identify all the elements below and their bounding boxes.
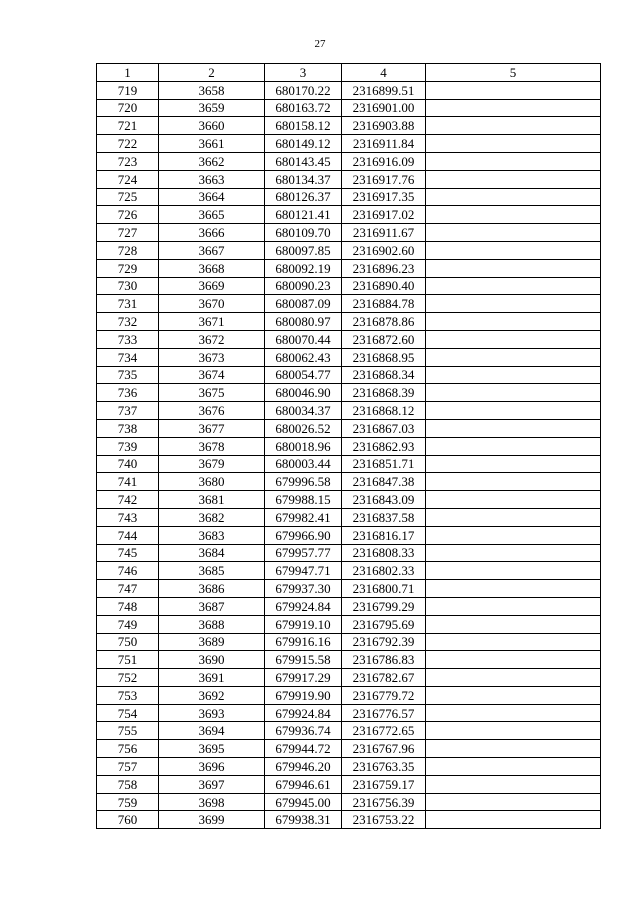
table-cell-col-4: 2316753.22: [342, 811, 426, 829]
table-cell-col-5: [426, 330, 601, 348]
table-cell-col-2: 3663: [159, 170, 265, 188]
table-cell-col-2: 3698: [159, 793, 265, 811]
table-cell-col-2: 3658: [159, 81, 265, 99]
table-row: [97, 669, 601, 687]
table-cell-col-3: 680134.37: [265, 170, 342, 188]
table-cell-col-1: 744: [97, 526, 159, 544]
table-cell-col-2: 3691: [159, 669, 265, 687]
table-cell-col-1: 743: [97, 508, 159, 526]
table-cell-col-4: 2316917.76: [342, 170, 426, 188]
table-cell-col-4: 2316756.39: [342, 793, 426, 811]
table-cell-col-5: [426, 241, 601, 259]
table-row: [97, 259, 601, 277]
table-cell-col-2: 3671: [159, 313, 265, 331]
table-cell-col-2: 3670: [159, 295, 265, 313]
table-cell-col-3: 679915.58: [265, 651, 342, 669]
table-cell-col-5: [426, 259, 601, 277]
table-cell-col-2: 3683: [159, 526, 265, 544]
coordinates-table: [96, 63, 601, 829]
table-cell-col-5: [426, 473, 601, 491]
table-cell-col-1: 736: [97, 384, 159, 402]
table-row: [97, 651, 601, 669]
table-cell-col-3: 679919.10: [265, 615, 342, 633]
table-cell-col-1: 724: [97, 170, 159, 188]
table-cell-col-4: 2316896.23: [342, 259, 426, 277]
table-cell-col-3: 680054.77: [265, 366, 342, 384]
table-cell-col-1: 740: [97, 455, 159, 473]
table-row: [97, 526, 601, 544]
table-cell-col-4: 2316779.72: [342, 686, 426, 704]
table-cell-col-5: [426, 206, 601, 224]
table-cell-col-2: 3689: [159, 633, 265, 651]
table-cell-col-5: [426, 348, 601, 366]
table-cell-col-4: 2316837.58: [342, 508, 426, 526]
table-cell-col-4: 2316916.09: [342, 152, 426, 170]
table-cell-col-5: [426, 117, 601, 135]
table-cell-col-1: 759: [97, 793, 159, 811]
table-cell-col-4: 2316843.09: [342, 491, 426, 509]
column-header-5: 5: [426, 64, 601, 82]
table-cell-col-5: [426, 170, 601, 188]
table-cell-col-5: [426, 295, 601, 313]
table-cell-col-2: 3675: [159, 384, 265, 402]
table-cell-col-4: 2316800.71: [342, 580, 426, 598]
table-row: [97, 348, 601, 366]
table-cell-col-1: 719: [97, 81, 159, 99]
table-cell-col-2: 3678: [159, 437, 265, 455]
table-cell-col-5: [426, 562, 601, 580]
table-cell-col-5: [426, 224, 601, 242]
column-header-4: 4: [342, 64, 426, 82]
table-cell-col-2: 3668: [159, 259, 265, 277]
table-cell-col-2: 3661: [159, 135, 265, 153]
table-cell-col-1: 745: [97, 544, 159, 562]
table-row: [97, 615, 601, 633]
column-header-1: 1: [97, 64, 159, 82]
table-cell-col-3: 680126.37: [265, 188, 342, 206]
table-cell-col-2: 3674: [159, 366, 265, 384]
table-row: [97, 740, 601, 758]
table-row: [97, 99, 601, 117]
table-cell-col-5: [426, 81, 601, 99]
table-row: [97, 241, 601, 259]
table-cell-col-4: 2316902.60: [342, 241, 426, 259]
table-cell-col-5: [426, 793, 601, 811]
table-row: [97, 686, 601, 704]
table-cell-col-4: 2316759.17: [342, 775, 426, 793]
table-cell-col-5: [426, 313, 601, 331]
table-cell-col-2: 3687: [159, 597, 265, 615]
table-cell-col-3: 680034.37: [265, 402, 342, 420]
table-row: [97, 277, 601, 295]
table-cell-col-4: 2316772.65: [342, 722, 426, 740]
table-row: [97, 597, 601, 615]
table-row: [97, 224, 601, 242]
table-row: [97, 704, 601, 722]
table-cell-col-5: [426, 544, 601, 562]
table-row: [97, 152, 601, 170]
table-cell-col-3: 680087.09: [265, 295, 342, 313]
table-row: [97, 758, 601, 776]
table-row: [97, 419, 601, 437]
table-cell-col-3: 679916.16: [265, 633, 342, 651]
table-row: [97, 491, 601, 509]
table-cell-col-5: [426, 811, 601, 829]
table-row: [97, 330, 601, 348]
table-cell-col-3: 680090.23: [265, 277, 342, 295]
table-cell-col-5: [426, 580, 601, 598]
table-cell-col-5: [426, 402, 601, 420]
table-cell-col-1: 721: [97, 117, 159, 135]
table-cell-col-1: 728: [97, 241, 159, 259]
table-cell-col-4: 2316792.39: [342, 633, 426, 651]
table-cell-col-1: 750: [97, 633, 159, 651]
table-cell-col-2: 3673: [159, 348, 265, 366]
table-cell-col-3: 679996.58: [265, 473, 342, 491]
table-row: [97, 455, 601, 473]
table-row: [97, 775, 601, 793]
table-cell-col-1: 738: [97, 419, 159, 437]
table-cell-col-3: 680158.12: [265, 117, 342, 135]
table-cell-col-2: 3694: [159, 722, 265, 740]
table-cell-col-1: 752: [97, 669, 159, 687]
table-cell-col-1: 751: [97, 651, 159, 669]
table-cell-col-1: 746: [97, 562, 159, 580]
table-cell-col-1: 741: [97, 473, 159, 491]
table-cell-col-3: 680143.45: [265, 152, 342, 170]
table-cell-col-3: 679917.29: [265, 669, 342, 687]
table-cell-col-5: [426, 722, 601, 740]
table-cell-col-4: 2316878.86: [342, 313, 426, 331]
table-cell-col-5: [426, 758, 601, 776]
table-cell-col-1: 720: [97, 99, 159, 117]
table-cell-col-1: 754: [97, 704, 159, 722]
table-row: [97, 811, 601, 829]
table-cell-col-5: [426, 384, 601, 402]
table-cell-col-5: [426, 651, 601, 669]
table-cell-col-3: 679988.15: [265, 491, 342, 509]
table-body: [97, 81, 601, 828]
table-cell-col-1: 749: [97, 615, 159, 633]
table-cell-col-5: [426, 491, 601, 509]
table-cell-col-4: 2316917.35: [342, 188, 426, 206]
table-cell-col-3: 680109.70: [265, 224, 342, 242]
table-row: [97, 562, 601, 580]
table-cell-col-3: 679938.31: [265, 811, 342, 829]
table-cell-col-3: 680080.97: [265, 313, 342, 331]
table-cell-col-1: 722: [97, 135, 159, 153]
table-cell-col-2: 3697: [159, 775, 265, 793]
table-cell-col-3: 679936.74: [265, 722, 342, 740]
table-cell-col-4: 2316847.38: [342, 473, 426, 491]
table-cell-col-2: 3690: [159, 651, 265, 669]
table-cell-col-3: 680121.41: [265, 206, 342, 224]
column-header-2: 2: [159, 64, 265, 82]
table-cell-col-3: 679957.77: [265, 544, 342, 562]
table-row: [97, 188, 601, 206]
table-cell-col-2: 3685: [159, 562, 265, 580]
table-cell-col-2: 3666: [159, 224, 265, 242]
table-cell-col-5: [426, 508, 601, 526]
table-cell-col-4: 2316862.93: [342, 437, 426, 455]
table-cell-col-3: 680046.90: [265, 384, 342, 402]
table-cell-col-5: [426, 686, 601, 704]
table-cell-col-2: 3693: [159, 704, 265, 722]
table-cell-col-5: [426, 740, 601, 758]
table-cell-col-5: [426, 615, 601, 633]
table-row: [97, 206, 601, 224]
table-row: [97, 295, 601, 313]
table-cell-col-4: 2316776.57: [342, 704, 426, 722]
table-cell-col-2: 3682: [159, 508, 265, 526]
table-cell-col-4: 2316802.33: [342, 562, 426, 580]
table-cell-col-1: 742: [97, 491, 159, 509]
table-cell-col-2: 3672: [159, 330, 265, 348]
table-cell-col-1: 748: [97, 597, 159, 615]
table-cell-col-4: 2316868.34: [342, 366, 426, 384]
table-cell-col-3: 679945.00: [265, 793, 342, 811]
table-cell-col-4: 2316808.33: [342, 544, 426, 562]
table-cell-col-5: [426, 633, 601, 651]
table-row: [97, 437, 601, 455]
table-cell-col-4: 2316917.02: [342, 206, 426, 224]
table-cell-col-5: [426, 152, 601, 170]
table-cell-col-2: 3662: [159, 152, 265, 170]
table-cell-col-1: 755: [97, 722, 159, 740]
table-cell-col-1: 756: [97, 740, 159, 758]
table-cell-col-1: 725: [97, 188, 159, 206]
table-row: [97, 402, 601, 420]
table-cell-col-2: 3696: [159, 758, 265, 776]
table-cell-col-3: 679982.41: [265, 508, 342, 526]
table-cell-col-2: 3660: [159, 117, 265, 135]
table-row: [97, 722, 601, 740]
table-cell-col-4: 2316901.00: [342, 99, 426, 117]
table-cell-col-3: 679966.90: [265, 526, 342, 544]
table-cell-col-4: 2316890.40: [342, 277, 426, 295]
table-cell-col-3: 679946.20: [265, 758, 342, 776]
table-cell-col-4: 2316868.12: [342, 402, 426, 420]
table-cell-col-3: 680018.96: [265, 437, 342, 455]
table-cell-col-2: 3684: [159, 544, 265, 562]
table-cell-col-5: [426, 455, 601, 473]
table-row: [97, 384, 601, 402]
table-row: [97, 793, 601, 811]
table-row: [97, 117, 601, 135]
table-cell-col-1: 758: [97, 775, 159, 793]
table-cell-col-4: 2316782.67: [342, 669, 426, 687]
table-cell-col-2: 3699: [159, 811, 265, 829]
table-cell-col-4: 2316799.29: [342, 597, 426, 615]
table-cell-col-3: 679946.61: [265, 775, 342, 793]
table-cell-col-5: [426, 277, 601, 295]
table-cell-col-4: 2316911.84: [342, 135, 426, 153]
table-row: [97, 544, 601, 562]
table-cell-col-4: 2316872.60: [342, 330, 426, 348]
table-cell-col-4: 2316795.69: [342, 615, 426, 633]
table-cell-col-4: 2316763.35: [342, 758, 426, 776]
table-cell-col-3: 680070.44: [265, 330, 342, 348]
table-cell-col-2: 3681: [159, 491, 265, 509]
table-row: [97, 508, 601, 526]
table-cell-col-2: 3667: [159, 241, 265, 259]
table-cell-col-2: 3669: [159, 277, 265, 295]
table-cell-col-1: 734: [97, 348, 159, 366]
table-cell-col-3: 680163.72: [265, 99, 342, 117]
table-cell-col-4: 2316868.95: [342, 348, 426, 366]
table-cell-col-2: 3695: [159, 740, 265, 758]
table-cell-col-1: 723: [97, 152, 159, 170]
table-cell-col-1: 747: [97, 580, 159, 598]
table-cell-col-2: 3677: [159, 419, 265, 437]
table-cell-col-2: 3665: [159, 206, 265, 224]
table-cell-col-4: 2316867.03: [342, 419, 426, 437]
table-cell-col-3: 680062.43: [265, 348, 342, 366]
table-cell-col-5: [426, 669, 601, 687]
table-cell-col-3: 679924.84: [265, 704, 342, 722]
table-cell-col-1: 739: [97, 437, 159, 455]
table-cell-col-5: [426, 704, 601, 722]
table-row: [97, 633, 601, 651]
table-cell-col-2: 3688: [159, 615, 265, 633]
page-number: 27: [314, 38, 326, 50]
table-cell-col-5: [426, 419, 601, 437]
table-cell-col-4: 2316903.88: [342, 117, 426, 135]
table-cell-col-5: [426, 526, 601, 544]
table-cell-col-1: 731: [97, 295, 159, 313]
table-cell-col-2: 3680: [159, 473, 265, 491]
table-cell-col-1: 753: [97, 686, 159, 704]
table-cell-col-4: 2316816.17: [342, 526, 426, 544]
table-cell-col-5: [426, 135, 601, 153]
table-cell-col-3: 679919.90: [265, 686, 342, 704]
table-row: [97, 473, 601, 491]
table-cell-col-1: 732: [97, 313, 159, 331]
table-cell-col-2: 3679: [159, 455, 265, 473]
table-cell-col-2: 3664: [159, 188, 265, 206]
table-cell-col-3: 680092.19: [265, 259, 342, 277]
table-row: [97, 81, 601, 99]
table-row: [97, 170, 601, 188]
table-cell-col-2: 3692: [159, 686, 265, 704]
table-cell-col-2: 3659: [159, 99, 265, 117]
table-cell-col-4: 2316868.39: [342, 384, 426, 402]
table-cell-col-3: 679924.84: [265, 597, 342, 615]
table-cell-col-4: 2316767.96: [342, 740, 426, 758]
table-cell-col-5: [426, 366, 601, 384]
table-cell-col-4: 2316851.71: [342, 455, 426, 473]
table-cell-col-3: 679947.71: [265, 562, 342, 580]
table-cell-col-3: 679944.72: [265, 740, 342, 758]
table-cell-col-1: 757: [97, 758, 159, 776]
table-cell-col-4: 2316884.78: [342, 295, 426, 313]
table-cell-col-4: 2316786.83: [342, 651, 426, 669]
table-cell-col-2: 3686: [159, 580, 265, 598]
table-cell-col-3: 680170.22: [265, 81, 342, 99]
table-row: [97, 580, 601, 598]
table-cell-col-1: 760: [97, 811, 159, 829]
column-header-3: 3: [265, 64, 342, 82]
table-row: [97, 135, 601, 153]
table-cell-col-1: 730: [97, 277, 159, 295]
table-cell-col-4: 2316899.51: [342, 81, 426, 99]
table-cell-col-2: 3676: [159, 402, 265, 420]
table-header-row: [97, 64, 601, 82]
table-cell-col-1: 726: [97, 206, 159, 224]
table-cell-col-1: 729: [97, 259, 159, 277]
table-cell-col-5: [426, 188, 601, 206]
table-cell-col-3: 679937.30: [265, 580, 342, 598]
table-cell-col-1: 737: [97, 402, 159, 420]
table-cell-col-5: [426, 99, 601, 117]
table-cell-col-3: 680003.44: [265, 455, 342, 473]
table-cell-col-5: [426, 437, 601, 455]
table-row: [97, 313, 601, 331]
table-cell-col-4: 2316911.67: [342, 224, 426, 242]
table-cell-col-5: [426, 597, 601, 615]
table-cell-col-1: 735: [97, 366, 159, 384]
table-cell-col-5: [426, 775, 601, 793]
table-cell-col-3: 680026.52: [265, 419, 342, 437]
table-cell-col-1: 727: [97, 224, 159, 242]
table-row: [97, 366, 601, 384]
table-cell-col-3: 680097.85: [265, 241, 342, 259]
table-cell-col-1: 733: [97, 330, 159, 348]
table-cell-col-3: 680149.12: [265, 135, 342, 153]
